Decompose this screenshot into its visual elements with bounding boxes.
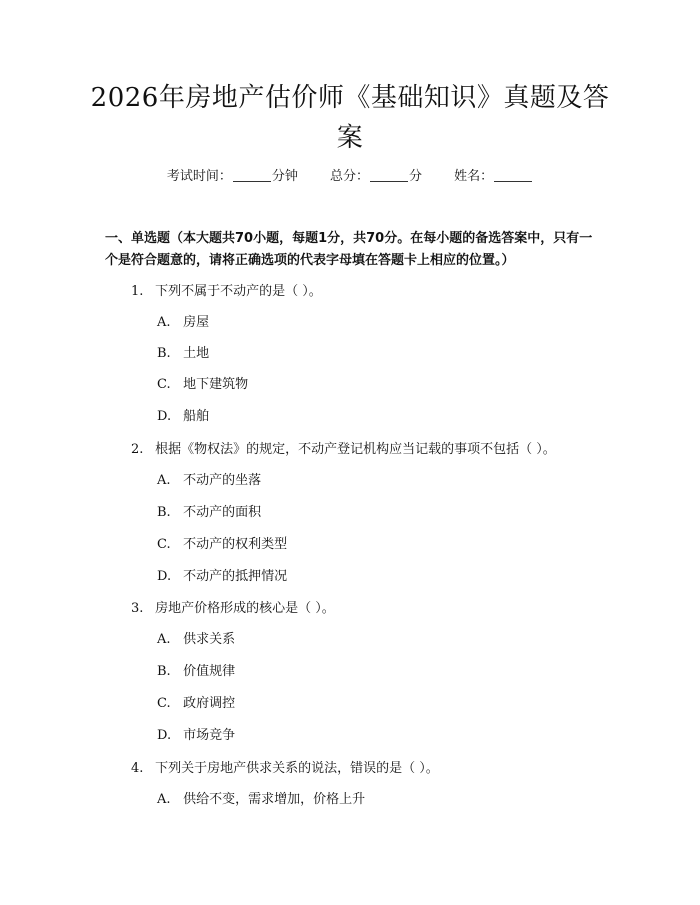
option-text: 不动产的坐落 [183, 473, 262, 488]
option-1c [157, 375, 248, 395]
option-text: 政府调控 [183, 696, 236, 711]
option-2d [157, 567, 287, 587]
option-letter: C. [157, 377, 171, 392]
option-1a [157, 313, 209, 333]
option-text: 价值规律 [183, 664, 236, 679]
option-text: 供给不变，需求增加，价格上升 [183, 792, 366, 807]
option-1b [157, 344, 209, 364]
total-score-blank [370, 167, 408, 182]
option-text: 市场竞争 [183, 728, 236, 743]
question-number: 4. [131, 761, 144, 776]
exam-info-line [0, 166, 700, 188]
option-1d [157, 407, 209, 427]
option-letter: D. [157, 409, 172, 424]
question-text: 房地产价格形成的核心是（ ）。 [155, 601, 335, 616]
exam-time-label: 考试时间： [166, 169, 232, 184]
option-letter: B. [157, 664, 171, 679]
total-score-label: 总分： [329, 169, 369, 184]
option-letter: D. [157, 569, 172, 584]
option-letter: C. [157, 537, 171, 552]
student-name-label: 姓名： [454, 169, 494, 184]
option-text: 不动产的面积 [183, 505, 262, 520]
option-text: 船舶 [183, 409, 210, 424]
option-text: 房屋 [183, 315, 210, 330]
option-letter: D. [157, 728, 172, 743]
option-2a [157, 471, 261, 491]
option-4a [157, 790, 365, 810]
exam-time-field [167, 166, 298, 188]
question-number: 2. [131, 442, 144, 457]
total-score-unit: 分 [409, 169, 423, 184]
option-letter: B. [157, 505, 171, 520]
option-text: 地下建筑物 [183, 377, 249, 392]
option-letter: A. [157, 792, 171, 807]
option-text: 供求关系 [183, 632, 236, 647]
option-3d [157, 726, 235, 746]
option-letter: A. [157, 632, 171, 647]
question-text: 下列不属于不动产的是（ ）。 [155, 284, 322, 299]
option-3a [157, 630, 235, 650]
exam-time-blank [233, 167, 271, 182]
option-text: 土地 [183, 346, 210, 361]
student-name-field [454, 166, 533, 188]
question-1 [131, 282, 322, 302]
exam-title: 2026年房地产估价师《基础知识》真题及答案 [90, 83, 610, 153]
option-letter: A. [157, 315, 171, 330]
question-number: 3. [131, 601, 144, 616]
option-3b [157, 662, 235, 682]
option-text: 不动产的抵押情况 [183, 569, 288, 584]
option-letter: B. [157, 346, 171, 361]
student-name-blank [494, 167, 532, 182]
option-3c [157, 694, 235, 714]
question-2 [131, 440, 556, 460]
question-3 [131, 599, 335, 619]
option-letter: A. [157, 473, 171, 488]
option-letter: C. [157, 696, 171, 711]
total-score-field [330, 166, 422, 188]
question-number: 1. [131, 284, 144, 299]
question-4 [131, 759, 439, 779]
option-2b [157, 503, 261, 523]
option-text: 不动产的权利类型 [183, 537, 288, 552]
exam-time-unit: 分钟 [271, 169, 298, 184]
option-2c [157, 535, 287, 555]
question-text: 下列关于房地产供求关系的说法，错误的是（ ）。 [155, 761, 439, 776]
section-heading: 一、单选题（本大题共70小题，每题1分，共70分。在每小题的备选答案中，只有一个是符合题意的，请将正确选项的代表字母填在答题卡上相应的位置。） [105, 231, 593, 268]
question-text: 根据《物权法》的规定，不动产登记机构应当记载的事项不包括（ ）。 [155, 442, 556, 457]
